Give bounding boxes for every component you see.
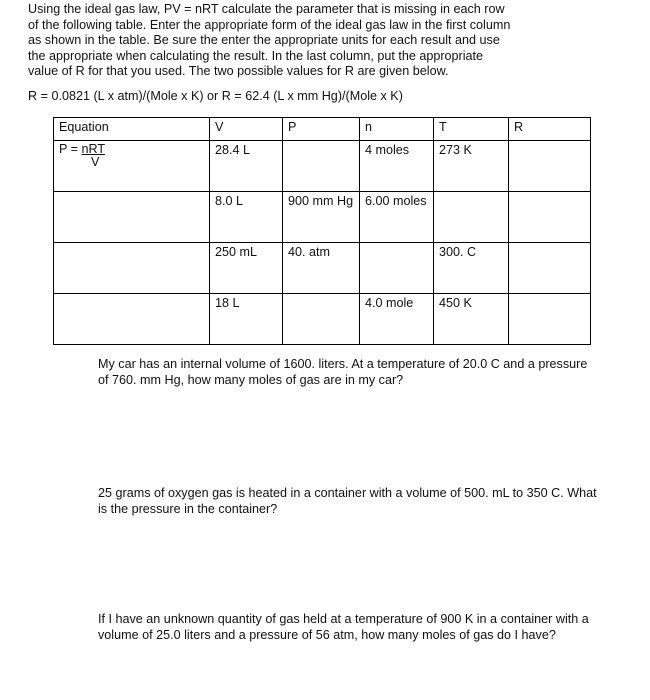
r-constant-values: R = 0.0821 (L x atm)/(Mole x K) or R = 62.4 (L x mm Hg)/(Mole x K): [28, 89, 403, 103]
table-row: [54, 141, 591, 192]
equation-cell[interactable]: [54, 294, 210, 345]
instructions-line: as shown in the table. Be sure the enter the appropriate units for each result and use: [28, 33, 500, 48]
pressure-cell[interactable]: 900 mm Hg: [283, 192, 360, 243]
formula-numerator: nRT: [81, 142, 106, 156]
moles-cell[interactable]: [360, 243, 434, 294]
volume-cell[interactable]: 18 L: [210, 294, 283, 345]
pressure-cell[interactable]: 40. atm: [283, 243, 360, 294]
pressure-cell[interactable]: [283, 141, 360, 192]
temperature-cell[interactable]: 300. C: [434, 243, 509, 294]
table-row: [54, 192, 591, 243]
question-car-moles: My car has an internal volume of 1600. liters. At a temperature of 20.0 C and a pressure of 760. mm Hg, how many moles of gas are in my car?: [98, 357, 588, 387]
header-gas-constant: R: [509, 118, 591, 141]
table-row: [54, 243, 591, 294]
instructions-paragraph: [28, 2, 628, 80]
temperature-cell[interactable]: [434, 192, 509, 243]
header-pressure: P: [283, 118, 360, 141]
formula-denominator: V: [91, 155, 100, 169]
moles-cell[interactable]: 4 moles: [360, 141, 434, 192]
instructions-line: of the following table. Enter the appropriate form of the ideal gas law in the first column: [28, 17, 511, 32]
gas-constant-cell[interactable]: [509, 141, 591, 192]
instructions-line: value of R for that you used. The two possible values for R are given below.: [28, 64, 449, 79]
temperature-cell[interactable]: 273 K: [434, 141, 509, 192]
header-moles: n: [360, 118, 434, 141]
formula-lhs: P =: [59, 142, 82, 156]
instructions-line: Using the ideal gas law, PV = nRT calculate the parameter that is missing in each row: [28, 2, 505, 16]
header-volume: V: [210, 118, 283, 141]
equation-cell[interactable]: [54, 141, 210, 192]
temperature-cell[interactable]: 450 K: [434, 294, 509, 345]
question-oxygen-pressure: 25 grams of oxygen gas is heated in a container with a volume of 500. mL to 350 C. What is the pressure in the container?: [98, 486, 597, 516]
ideal-gas-table: [53, 117, 591, 345]
instructions-line: the appropriate when calculating the result. In the last column, put the appropriate: [28, 48, 484, 63]
gas-constant-cell[interactable]: [509, 243, 591, 294]
gas-constant-cell[interactable]: [509, 192, 591, 243]
header-temperature: T: [434, 118, 509, 141]
moles-cell[interactable]: 6.00 moles: [360, 192, 434, 243]
pressure-cell[interactable]: [283, 294, 360, 345]
equation-formula: [59, 143, 105, 169]
table-header-row: [54, 118, 591, 141]
table-row: [54, 294, 591, 345]
volume-cell[interactable]: 28.4 L: [210, 141, 283, 192]
header-equation: Equation: [54, 118, 210, 141]
equation-cell[interactable]: [54, 243, 210, 294]
gas-constant-cell[interactable]: [509, 294, 591, 345]
volume-cell[interactable]: 8.0 L: [210, 192, 283, 243]
volume-cell[interactable]: 250 mL: [210, 243, 283, 294]
question-unknown-gas-moles: If I have an unknown quantity of gas held at a temperature of 900 K in a container with a volume of 25.0 liters and a pressure of 56 atm, how many moles of gas do I have?: [98, 612, 589, 642]
moles-cell[interactable]: 4.0 mole: [360, 294, 434, 345]
equation-cell[interactable]: [54, 192, 210, 243]
